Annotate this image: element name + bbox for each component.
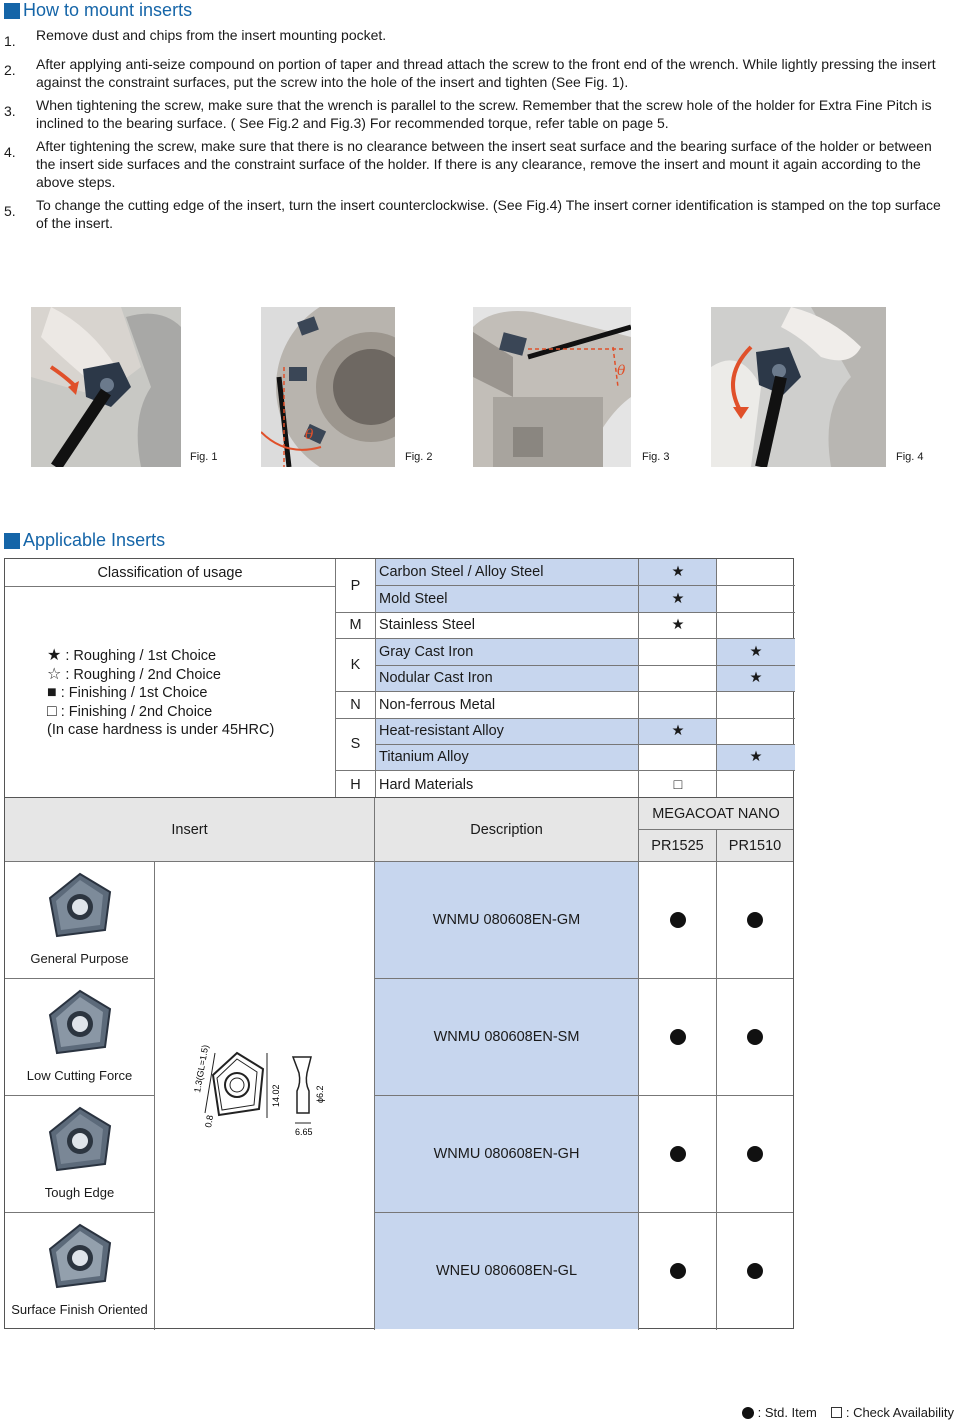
insert-cell [5, 862, 154, 978]
insert-image [45, 1106, 115, 1176]
insert-cell [5, 1213, 154, 1329]
hardness-note: (In case hardness is under 45HRC) [47, 722, 275, 738]
std-item-dot-icon [670, 1263, 686, 1279]
fig1-caption: Fig. 1 [190, 451, 218, 463]
mark-pr1510 [717, 770, 795, 799]
material-name: Nodular Cast Iron [379, 670, 493, 686]
material-name: Titanium Alloy [379, 749, 469, 765]
availability-cell [639, 1213, 716, 1329]
fig2-photo [261, 307, 395, 467]
mark-pr1525: ★ [671, 564, 685, 580]
availability-cell [639, 1096, 716, 1212]
mark-pr1510 [717, 691, 795, 718]
mark-pr1510: ★ [749, 643, 763, 660]
step-item: 3. When tightening the screw, make sure that the wrench is parallel to the screw. Remember that the screw hole of the holder for Extra Fine Pitch is inclined to the bearing surface. ( See Fig.2 and Fig.3) For recommended torque, refer table on page 5. [4, 97, 932, 131]
step-item: 5. To change the cutting edge of the insert, turn the insert counterclockwise. (See Fig.4) The insert corner identification is stamped on the top surface of the insert. [4, 197, 941, 231]
std-item-dot-icon [747, 1146, 763, 1162]
fig2-theta: θ [305, 427, 314, 443]
mark-pr1525: ★ [671, 723, 685, 739]
grade-header: PR1510 [728, 837, 782, 854]
fig4-photo [711, 307, 886, 467]
availability-cell [717, 979, 793, 1095]
mark-pr1510 [717, 585, 795, 612]
fig3-theta: θ [617, 363, 626, 379]
insert-description: WNMU 080608EN-GH [433, 1146, 580, 1162]
mark-pr1510: ★ [749, 670, 763, 686]
material-name: Non-ferrous Metal [379, 696, 496, 713]
grade-group-header: MEGACOAT NANO [652, 805, 780, 822]
insert-dimension-drawing [175, 1023, 355, 1163]
legend-item: □ : Finishing / 2nd Choice [47, 702, 213, 720]
std-item-dot-icon [747, 912, 763, 928]
grade-header: PR1525 [651, 837, 704, 854]
check-availability-label: : Check Availability [845, 1405, 954, 1420]
step-item: 1. Remove dust and chips from the insert mounting pocket. [4, 27, 387, 49]
insert-type: Tough Edge [44, 1184, 115, 1200]
insert-cell [5, 979, 154, 1095]
section-marker-icon [4, 533, 20, 549]
dim-e: 6.65 [295, 1127, 313, 1137]
insert-image [45, 1223, 115, 1293]
availability-cell [717, 1096, 793, 1212]
step-item: 4. After tightening the screw, make sure that there is no clearance between the insert seat surface and the bearing surface of the holder or between the insert side surfaces and the constraint surface of the holder. If there is any clearance, remove the insert and mount it again according to the above steps. [4, 138, 932, 190]
material-name: Mold Steel [379, 590, 448, 607]
material-name: Gray Cast Iron [379, 643, 474, 660]
availability-cell [639, 979, 716, 1095]
dim-c: 14.02 [271, 1084, 281, 1107]
material-name: Hard Materials [379, 776, 474, 793]
mark-pr1510 [717, 559, 795, 585]
mark-pr1525: ★ [671, 590, 685, 607]
std-item-dot-icon [742, 1407, 754, 1419]
mark-pr1525 [639, 665, 717, 691]
mark-pr1525: □ [673, 776, 683, 793]
insert-description: WNMU 080608EN-GM [432, 912, 581, 928]
std-item-dot-icon [670, 912, 686, 928]
material-name: Stainless Steel [379, 617, 475, 633]
mark-pr1525 [639, 638, 717, 665]
dim-a: 1.3(GL=1.5) [192, 1044, 211, 1094]
group-m: M [349, 617, 362, 633]
group-k: K [350, 656, 361, 673]
std-item-dot-icon [747, 1029, 763, 1045]
insert-header: Insert [171, 821, 208, 838]
std-item-dot-icon [670, 1029, 686, 1045]
insert-description: WNMU 080608EN-SM [433, 1029, 580, 1045]
insert-type: Low Cutting Force [26, 1067, 133, 1083]
section-marker-icon [4, 3, 20, 19]
availability-cell [639, 862, 716, 978]
insert-image [45, 872, 115, 942]
insert-cell [5, 1096, 154, 1212]
group-p: P [350, 577, 361, 594]
mount-title: How to mount inserts [23, 0, 193, 20]
availability-cell [717, 1213, 793, 1329]
fig1-photo [31, 307, 181, 467]
fig4-caption: Fig. 4 [896, 451, 924, 463]
std-item-dot-icon [747, 1263, 763, 1279]
description-header: Description [470, 821, 543, 838]
insert-type: General Purpose [30, 950, 129, 966]
legend-item: ☆ : Roughing / 2nd Choice [47, 665, 221, 683]
insert-description: WNEU 080608EN-GL [435, 1263, 578, 1279]
mark-pr1510: ★ [749, 749, 763, 765]
mark-pr1525 [639, 691, 717, 718]
availability-cell [717, 862, 793, 978]
classification-header: Classification of usage [97, 564, 243, 581]
usage-legend [47, 647, 274, 740]
insert-type: Surface Finish Oriented [11, 1301, 148, 1317]
insert-image [45, 989, 115, 1059]
section-title-applicable [4, 530, 165, 551]
dim-b: 0.8 [203, 1114, 216, 1129]
material-name: Carbon Steel / Alloy Steel [379, 564, 544, 580]
group-h: H [350, 776, 361, 793]
std-item-label: : Std. Item [757, 1405, 817, 1420]
legend-item: ★ : Roughing / 1st Choice [47, 647, 217, 664]
mark-pr1510 [717, 718, 795, 744]
fig3-photo [473, 307, 631, 467]
fig2-caption: Fig. 2 [405, 451, 433, 463]
legend-item: ■ : Finishing / 1st Choice [47, 684, 208, 701]
fig3-caption: Fig. 3 [642, 451, 670, 463]
classification-table [4, 558, 794, 798]
step-item: 2. After applying anti-seize compound on portion of taper and thread attach the screw to the front end of the wrench. While lightly pressing the insert against the constraint surfaces, put the screw into the hole of the insert and tighten (See Fig. 1). [4, 56, 936, 90]
material-name: Heat-resistant Alloy [379, 723, 504, 739]
group-s: S [350, 736, 361, 752]
applicable-title: Applicable Inserts [23, 530, 166, 550]
section-title-mount [4, 0, 192, 21]
mark-pr1525 [639, 744, 717, 770]
availability-legend [742, 1405, 954, 1420]
dim-d: ϕ6.2 [315, 1085, 325, 1103]
mark-pr1525: ★ [671, 617, 685, 633]
group-n: N [350, 696, 361, 713]
mount-steps [4, 26, 954, 237]
std-item-dot-icon [670, 1146, 686, 1162]
mark-pr1510 [717, 612, 795, 638]
check-availability-square-icon [831, 1407, 842, 1418]
insert-table [4, 797, 794, 1329]
